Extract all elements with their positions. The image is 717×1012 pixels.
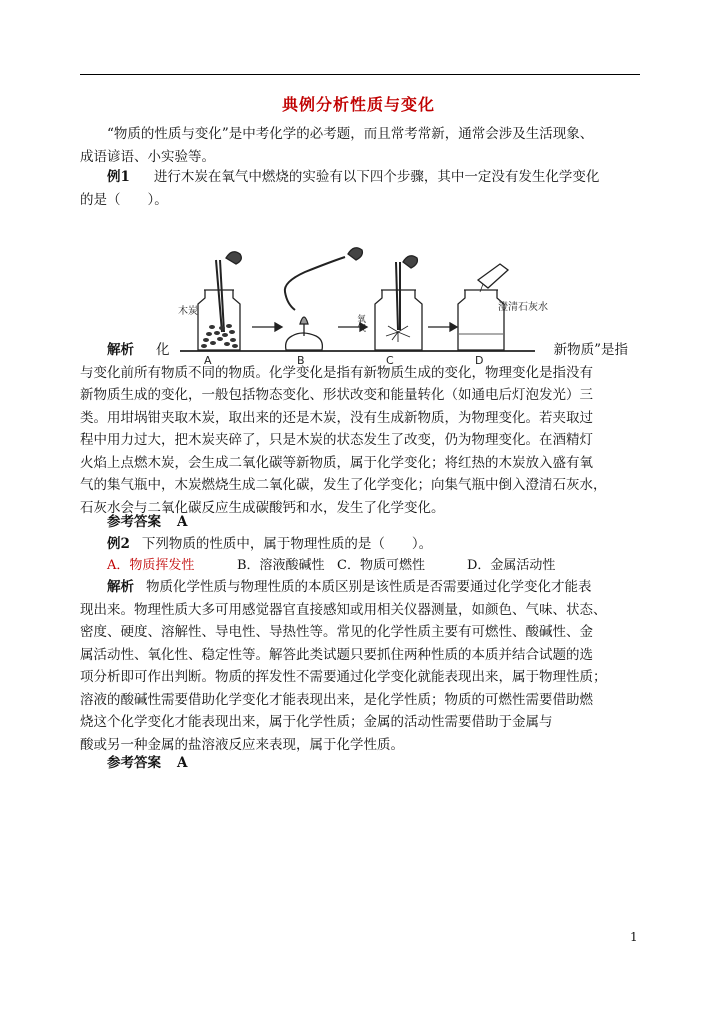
analysis-2-line: 酸或另一种金属的盐溶液反应来表现，属于化学性质。 <box>80 736 404 753</box>
analysis-1-first-right: 新物质”是指 <box>553 342 628 358</box>
analysis-2-line: 属活动性、氧化性、稳定性等。解答此类试题只要抓住两种性质的本质并结合试题的选 <box>80 646 593 663</box>
step-letter-d: D <box>475 354 484 365</box>
answer-1-value: A <box>177 514 188 530</box>
option-d: D．金属活动性 <box>467 558 556 573</box>
example-2-question: 下列物质的性质中，属于物理性质的是（ ）。 <box>141 536 433 552</box>
example-2-label: 例2 <box>107 536 130 552</box>
option-b: B．溶液酸碱性 <box>237 558 325 573</box>
analysis-1-line: 火焰上点燃木炭，会生成二氧化碳等新物质，属于化学变化；将红热的木炭放入盛有氧 <box>80 454 593 471</box>
analysis-2-line: 项分析即可作出判断。物质的挥发性不需要通过化学变化就能表现出来，属于物理性质； <box>80 669 607 685</box>
example-2 <box>80 533 642 556</box>
example-1-question: 进行木炭在氧气中燃烧的实验有以下四个步骤，其中一定没有发生化学变化 <box>153 169 600 185</box>
analysis-1-label: 解析 <box>107 342 134 358</box>
option-c: C．物质可燃性 <box>337 558 425 573</box>
page-number: 1 <box>630 930 638 944</box>
step-letter-c: C <box>386 354 394 365</box>
answer-2 <box>80 752 642 775</box>
analysis-1-line: 程中用力过大，把木炭夹碎了，只是木炭的状态发生了改变，仍为物理变化。在酒精灯 <box>80 432 593 448</box>
step-letter-b: B <box>297 354 305 365</box>
oxygen-label: 氧气 <box>355 314 365 332</box>
analysis-1-first-left: 化 <box>156 342 170 358</box>
analysis-1-line: 石灰水会与二氧化碳反应生成碳酸钙和水，发生了化学变化。 <box>80 499 445 516</box>
analysis-2-line: 密度、硬度、溶解性、导电性、导热性等。常见的化学性质主要有可燃性、酸碱性、金 <box>80 624 593 640</box>
step-letter-a: A <box>204 354 212 365</box>
analysis-2-line: 溶液的酸碱性需要借助化学变化才能表现出来，是化学性质；物质的可燃性需要借助燃 <box>80 691 593 708</box>
answer-1 <box>80 511 642 534</box>
answer-2-label: 参考答案 <box>107 755 161 771</box>
analysis-2-line: 烧这个化学变化才能表现出来，属于化学性质；金属的活动性需要借助于金属与 <box>80 714 553 730</box>
analysis-2-label: 解析 <box>107 579 134 595</box>
analysis-1-line: 新物质生成的变化，一般包括物态变化、形状改变和能量转化（如通电后灯泡发光）三 <box>80 387 593 403</box>
intro-line: 成语谚语、小实验等。 <box>80 148 215 165</box>
analysis-1-line: 气的集气瓶中，木炭燃烧生成二氧化碳，发生了化学变化；向集气瓶中倒入澄清石灰水， <box>80 477 607 493</box>
charcoal-label: 木炭 <box>178 306 198 317</box>
intro-line: “物质的性质与变化”是中考化学的必考题，而且常考常新，通常会涉及生活现象、 <box>107 126 594 142</box>
example-2-options <box>80 555 642 578</box>
page-title: 典例分析性质与变化 <box>281 95 435 114</box>
analysis-1-line: 与变化前所有物质不同的物质。化学变化是指有新物质生成的变化，物理变化是指没有 <box>80 364 593 381</box>
analysis-1 <box>80 339 642 519</box>
analysis-2-line: 现出来。物理性质大多可用感觉器官直接感知或用相关仪器测量，如颜色、气味、状态、 <box>80 601 607 618</box>
answer-1-label: 参考答案 <box>107 514 161 530</box>
option-a: A．物质挥发性 <box>107 558 195 573</box>
answer-2-value: A <box>177 755 188 771</box>
intro-paragraph <box>80 123 642 168</box>
analysis-1-line: 类。用坩埚钳夹取木炭，取出来的还是木炭，没有生成新物质，为物理变化。若夹取过 <box>80 409 593 426</box>
analysis-2 <box>80 576 642 756</box>
example-1 <box>80 166 642 211</box>
limewater-label: 澄清石灰水 <box>498 302 548 313</box>
header-rule <box>80 74 640 75</box>
analysis-2-first: 物质化学性质与物理性质的本质区别是该性质是否需要通过化学变化才能表 <box>146 579 592 595</box>
example-1-question-cont: 的是（ ）。 <box>80 191 168 208</box>
example-1-label: 例1 <box>107 169 130 185</box>
